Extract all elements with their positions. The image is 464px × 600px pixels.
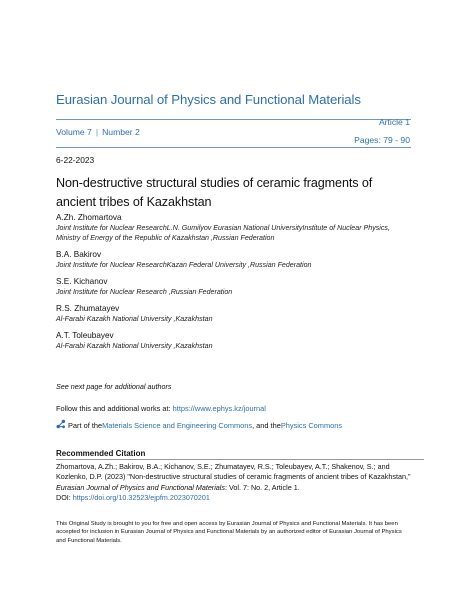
follow-line	[56, 404, 266, 413]
author-name: A.T. Toleubayev	[56, 331, 114, 340]
author-entry	[56, 330, 416, 351]
open-access-notice: This Original Study is brought to you for free and open access by Eurasian Journal of Physics and Functional Materials. It has been accepted for inclusion in Eurasian Journal of Physics and Functional Materials by an authorized editor of Eurasian Journal of Physics and Functional Materials.	[56, 521, 402, 544]
author-name: A.Zh. Zhomartova	[56, 213, 122, 222]
article-number: Article 1	[378, 117, 410, 127]
see-next-page-note: See next page for additional authors	[56, 382, 172, 391]
author-affiliation: Al-Farabi Kazakh National University ,Kazakhstan	[56, 315, 213, 323]
publication-date: 6-22-2023	[56, 155, 95, 165]
author-affiliation: Joint Institute for Nuclear ResearchKazan Federal University ,Russian Federation	[56, 261, 312, 269]
author-affiliation: Al-Farabi Kazakh National University ,Kazakhstan	[56, 342, 213, 350]
doi-label: DOI:	[56, 493, 73, 503]
citation-rule	[56, 459, 424, 460]
citation-journal: Eurasian Journal of Physics and Functional Materials	[56, 482, 225, 492]
author-entry	[56, 276, 416, 297]
header-top-rule	[56, 119, 411, 120]
author-name: R.S. Zhumatayev	[56, 304, 120, 313]
follow-text: Follow this and additional works at:	[56, 404, 173, 413]
author-name: B.A. Bakirov	[56, 250, 102, 259]
volume-separator: |	[95, 127, 99, 137]
volume-number-line	[56, 127, 140, 137]
materials-science-commons-link[interactable]: Materials Science and Engineering Commons	[102, 420, 253, 430]
author-entry	[56, 212, 416, 243]
author-entry	[56, 303, 416, 324]
issue-link[interactable]: Number 2	[102, 127, 140, 137]
part-of-prefix: Part of the	[68, 420, 103, 430]
citation-text	[56, 462, 416, 504]
author-list	[56, 212, 416, 357]
author-entry	[56, 249, 416, 270]
recommended-citation-heading: Recommended Citation	[56, 449, 146, 458]
author-affiliation: Joint Institute for Nuclear Research ,Russian Federation	[56, 288, 233, 296]
network-icon	[56, 419, 68, 431]
physics-commons-link[interactable]: Physics Commons	[280, 420, 343, 430]
citation-volume: : Vol. 7: No. 2, Article 1.	[225, 482, 300, 492]
header-bottom-rule	[56, 147, 411, 148]
volume-link[interactable]: Volume 7	[56, 127, 92, 137]
article-title: Non-destructive structural studies of ceramic fragments of ancient tribes of Kazakhstan	[56, 176, 373, 209]
doi-link[interactable]: https://doi.org/10.32523/ejpfm.2023070201	[72, 493, 210, 503]
part-of-line	[56, 419, 342, 431]
journal-url-link[interactable]: https://www.ephys.kz/journal	[172, 404, 266, 413]
page-range: Pages: 79 - 90	[354, 135, 410, 145]
author-affiliation: Joint Institute for Nuclear ResearchL.N. Gumilyov Eurasian National UniversityInstitute of Nuclear Physics, Ministry of Energy of the Republic of Kazakhstan ,Russian Federation	[56, 224, 390, 242]
part-of-middle: , and the	[252, 420, 281, 430]
citation-authors: Zhomartova, A.Zh.; Bakirov, B.A.; Kichanov, S.E.; Zhumatayev, R.S.; Toleubayev, A.T.; Shakenov, S.; and Kozlenko, D.P. (2023) "Non-destructive structural studies of ceramic fragments of ancient tribes of Kazakhstan,"	[56, 462, 411, 482]
author-name: S.E. Kichanov	[56, 277, 108, 286]
journal-title-link[interactable]: Eurasian Journal of Physics and Functional Materials	[56, 92, 361, 107]
